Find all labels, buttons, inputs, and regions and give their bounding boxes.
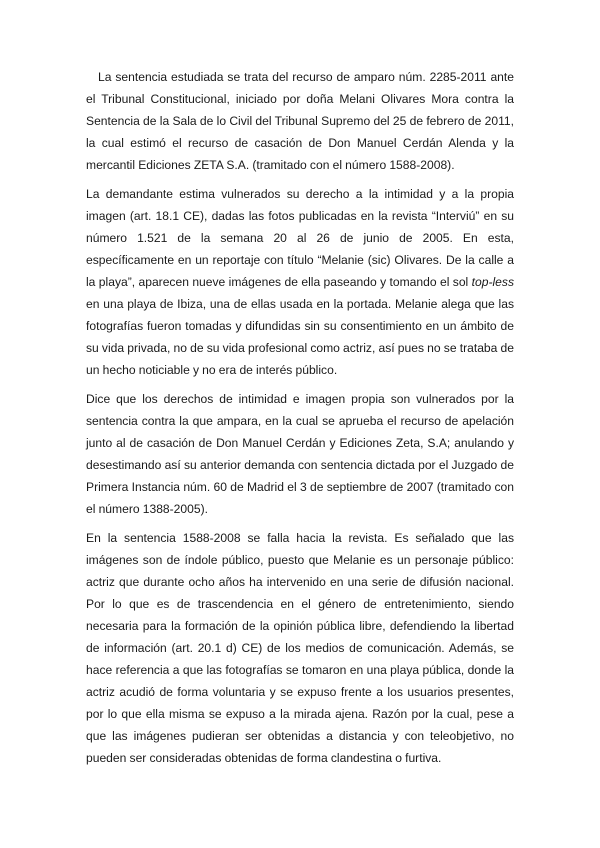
paragraph-4: En la sentencia 1588-2008 se falla hacia la revista. Es señalado que las imágenes son de índole público, puesto que Melanie es un personaje público: actriz que durante ocho años ha intervenido en una serie de difusión nacional. Por lo que es de trascendencia en el género de entretenimiento, siendo necesaria para la formación de la opinión pública libre, defendiendo la libertad de información (art. 20.1 d) CE) de los medios de comunicación. Además, se hace referencia a que las fotografías se tomaron en una playa pública, donde la actriz acudió de forma voluntaria y se expuso frente a los usuarios presentes, por lo que ella misma se expuso a la mirada ajena. Razón por la cual, pese a que las imágenes pudieran ser obtenidas a distancia y con teleobjetivo, no pueden ser consideradas obtenidas de forma clandestina o furtiva.: [86, 531, 514, 765]
paragraph-3: Dice que los derechos de intimidad e imagen propia son vulnerados por la sentencia contra la que ampara, en la cual se aprueba el recurso de apelación junto al de casación de Don Manuel Cerdán y Ediciones Zeta, S.A; anulando y desestimando así su anterior demanda con sentencia dictada por el Juzgado de Primera Instancia núm. 60 de Madrid el 3 de septiembre de 2007 (tramitado con el número 1388-2005).: [86, 392, 514, 516]
paragraph-2: [86, 183, 514, 381]
paragraph-2-text-end: en una playa de Ibiza, una de ellas usada en la portada. Melanie alega que las fotografías fueron tomadas y difundidas sin su consentimiento en un ámbito de su vida privada, no de su vida profesional como actriz, así pues no se trataba de un hecho noticiable y no era de interés público.: [86, 297, 514, 377]
paragraph-2-text-start: La demandante estima vulnerados su derecho a la intimidad y a la propia imagen (art. 18.1 CE), dadas las fotos publicadas en la revista “Interviú” en su número 1.521 de la semana 20 al 26 de junio de 2005. En esta, específicamente en un reportaje con título “Melanie (sic) Olivares. De la calle a la playa”, aparecen nueve imágenes de ella paseando y tomando el sol: [86, 187, 514, 289]
paragraph-1: La sentencia estudiada se trata del recurso de amparo núm. 2285-2011 ante el Tribunal Constitucional, iniciado por doña Melani Olivares Mora contra la Sentencia de la Sala de lo Civil del Tribunal Supremo del 25 de febrero de 2011, la cual estimó el recurso de casación de Don Manuel Cerdán Alenda y la mercantil Ediciones ZETA S.A. (tramitado con el número 1588-2008).: [86, 70, 514, 172]
paragraph-2-italic-term: top-less: [471, 275, 514, 289]
